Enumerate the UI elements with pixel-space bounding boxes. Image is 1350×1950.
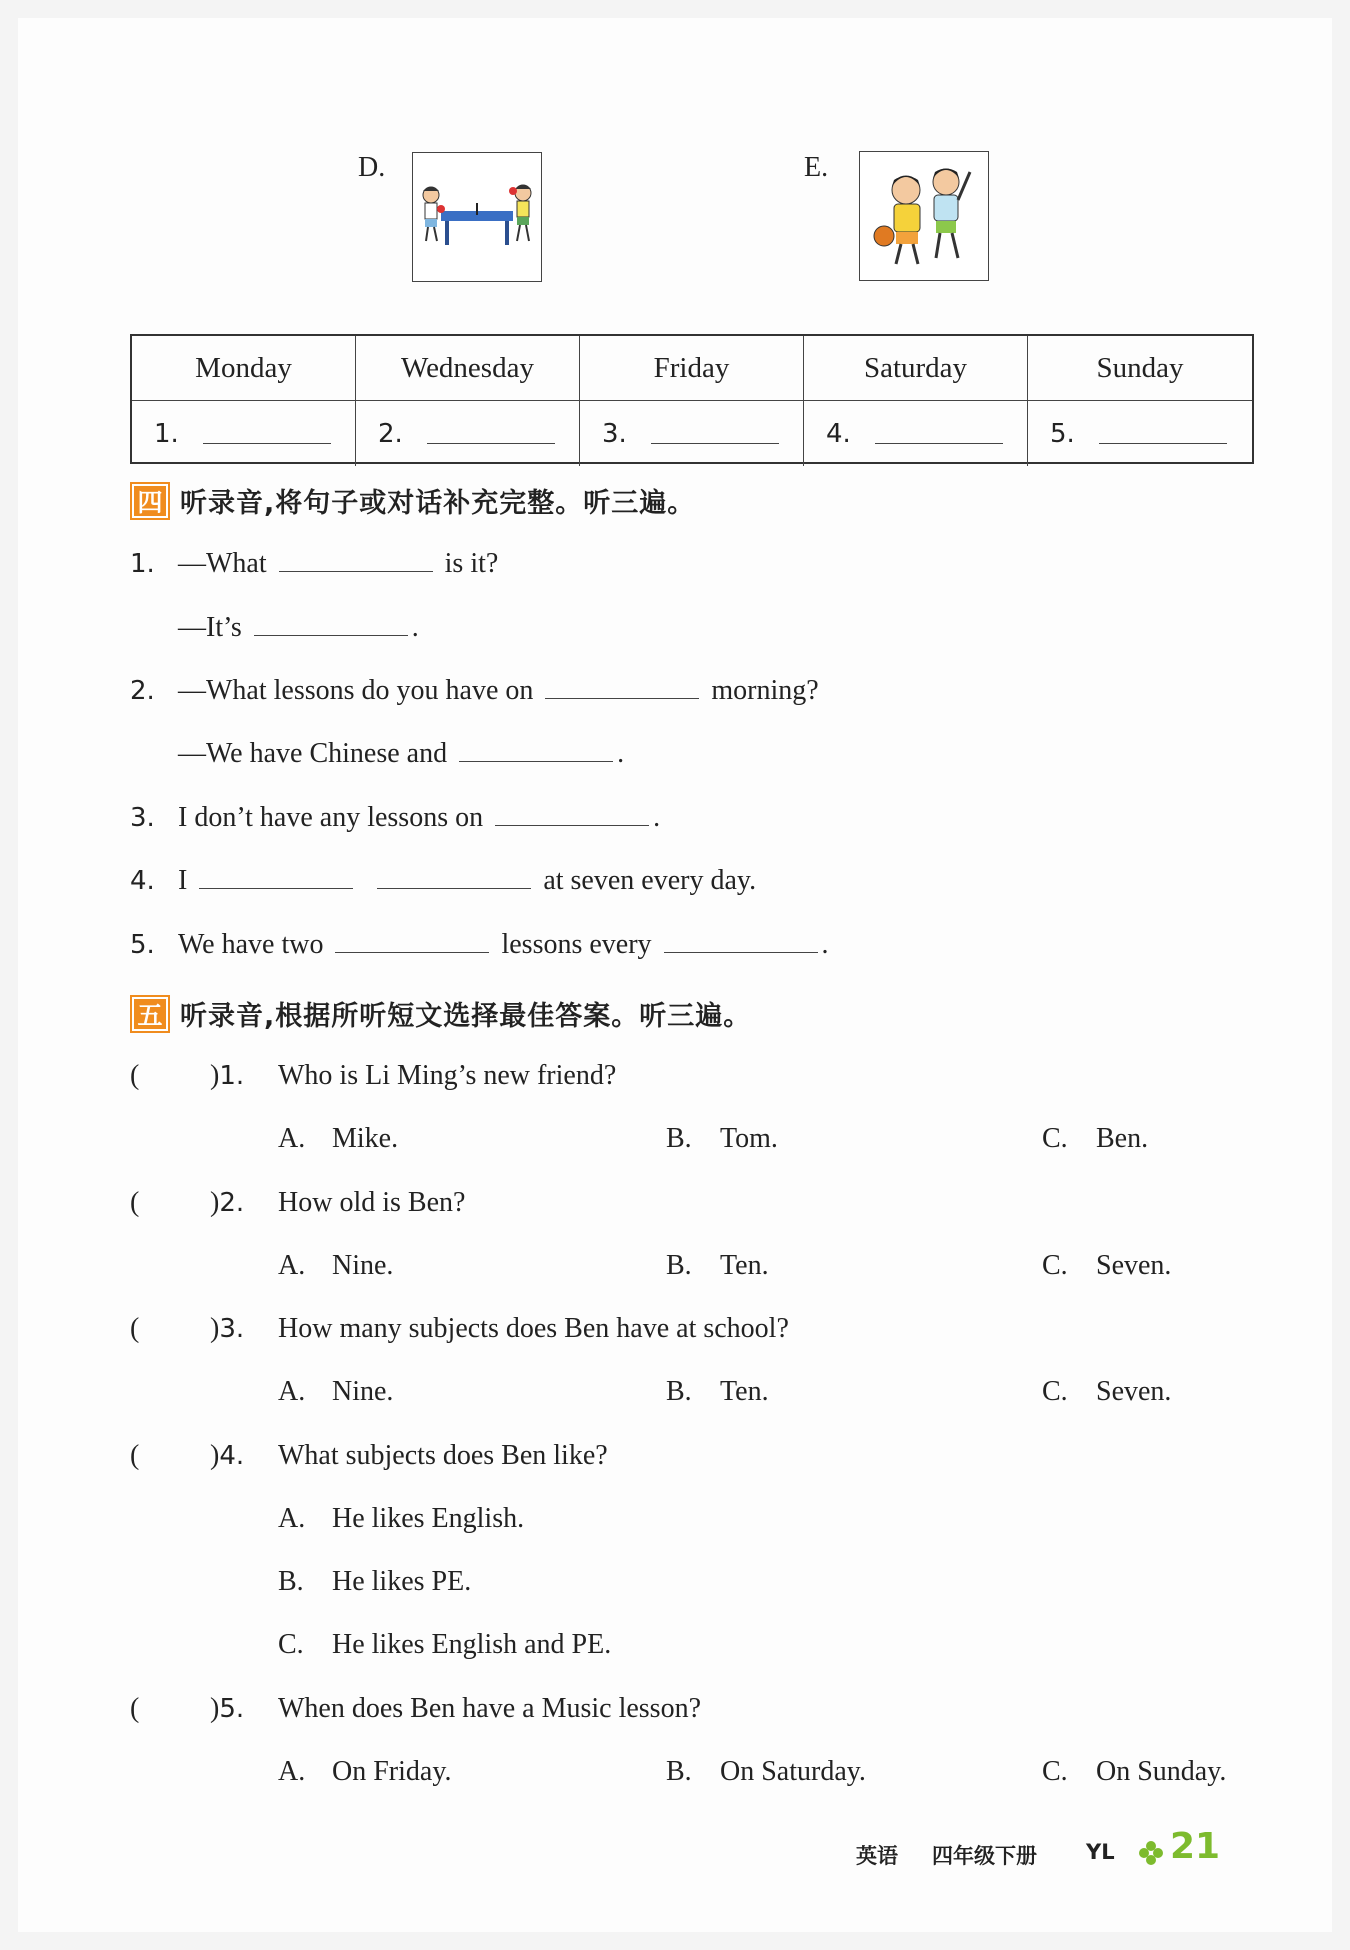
option-text[interactable]: Nine. bbox=[332, 1250, 394, 1281]
option-text[interactable]: On Sunday. bbox=[1096, 1756, 1227, 1787]
option-text[interactable]: He likes English and PE. bbox=[332, 1629, 612, 1660]
answer-blank[interactable] bbox=[279, 549, 433, 572]
question-number: 1. bbox=[219, 1061, 245, 1091]
answer-paren-open: ( bbox=[130, 1313, 140, 1344]
text: —It’s bbox=[178, 612, 242, 643]
table-header-cell: Saturday bbox=[804, 336, 1028, 401]
section-4-title: 听录音,将句子或对话补充完整。听三遍。 bbox=[180, 488, 696, 519]
page-number: 21 bbox=[1170, 1826, 1221, 1867]
answer-paren-open: ( bbox=[130, 1060, 140, 1091]
section-5-header bbox=[130, 994, 751, 1033]
s4-q4 bbox=[130, 865, 756, 897]
option-text[interactable]: Nine. bbox=[332, 1376, 394, 1407]
answer-blank[interactable] bbox=[495, 803, 649, 826]
s4-q2-line2 bbox=[178, 738, 624, 770]
table-answer-cell bbox=[804, 401, 1028, 466]
text: —What lessons do you have on bbox=[178, 675, 534, 706]
section-5-badge: 五 bbox=[130, 995, 170, 1033]
text: morning? bbox=[711, 675, 819, 706]
question-text: How old is Ben? bbox=[278, 1187, 466, 1218]
option-letter: C. bbox=[1042, 1123, 1068, 1154]
table-header-cell: Sunday bbox=[1028, 336, 1252, 401]
option-letter: B. bbox=[666, 1250, 692, 1281]
answer-number: 3. bbox=[602, 418, 627, 449]
option-text[interactable]: On Friday. bbox=[332, 1756, 452, 1787]
text: is it? bbox=[444, 548, 499, 579]
paren-close: ) bbox=[210, 1440, 220, 1471]
option-text[interactable]: Seven. bbox=[1096, 1376, 1172, 1407]
table-header-cell: Monday bbox=[132, 336, 356, 401]
answer-blank[interactable] bbox=[459, 739, 613, 762]
paren-close: ) bbox=[210, 1187, 220, 1218]
question-number: 2. bbox=[219, 1188, 245, 1218]
question-number: 2. bbox=[130, 676, 155, 706]
answer-paren-close bbox=[210, 1313, 244, 1345]
paren-close: ) bbox=[210, 1693, 220, 1724]
text: . bbox=[617, 738, 625, 769]
picture-e-label: E. bbox=[804, 152, 829, 183]
text: We have two bbox=[178, 929, 324, 960]
option-letter: C. bbox=[1042, 1376, 1068, 1407]
picture-d-table-tennis bbox=[412, 152, 542, 282]
table-answer-cell bbox=[1028, 401, 1252, 466]
option-letter: A. bbox=[278, 1503, 306, 1534]
answer-blank[interactable] bbox=[335, 930, 489, 953]
s4-q1-line2 bbox=[178, 612, 419, 644]
answer-blank[interactable] bbox=[377, 866, 531, 889]
paren-close: ) bbox=[210, 1313, 220, 1344]
answer-paren-close bbox=[210, 1440, 244, 1472]
picture-e-basketball bbox=[859, 151, 989, 281]
option-text[interactable]: On Saturday. bbox=[720, 1756, 866, 1787]
option-text[interactable]: He likes English. bbox=[332, 1503, 525, 1534]
text: at seven every day. bbox=[543, 865, 757, 896]
option-letter: A. bbox=[278, 1756, 306, 1787]
question-number: 5. bbox=[219, 1694, 245, 1724]
option-text[interactable]: Tom. bbox=[720, 1123, 778, 1154]
text: . bbox=[821, 929, 829, 960]
footer-grade: 四年级下册 bbox=[932, 1844, 1037, 1868]
answer-number: 1. bbox=[154, 418, 179, 449]
option-letter: B. bbox=[278, 1566, 304, 1597]
answer-blank[interactable] bbox=[254, 613, 408, 636]
answer-blank[interactable] bbox=[203, 423, 331, 444]
question-number: 4. bbox=[219, 1441, 245, 1471]
option-letter: A. bbox=[278, 1250, 306, 1281]
question-text: What subjects does Ben like? bbox=[278, 1440, 608, 1471]
question-text: How many subjects does Ben have at school? bbox=[278, 1313, 789, 1344]
text: I bbox=[178, 865, 188, 896]
s4-q2-line1 bbox=[130, 675, 819, 707]
picture-d-label: D. bbox=[358, 152, 386, 183]
clover-icon bbox=[1138, 1840, 1164, 1870]
text: . bbox=[411, 612, 419, 643]
option-text[interactable]: Seven. bbox=[1096, 1250, 1172, 1281]
option-text[interactable]: He likes PE. bbox=[332, 1566, 472, 1597]
section-5-title: 听录音,根据所听短文选择最佳答案。听三遍。 bbox=[180, 1001, 752, 1032]
question-number: 3. bbox=[130, 803, 155, 833]
answer-paren-close bbox=[210, 1693, 244, 1725]
answer-blank[interactable] bbox=[664, 930, 818, 953]
paren-close: ) bbox=[210, 1060, 220, 1091]
answer-blank[interactable] bbox=[875, 423, 1003, 444]
question-number: 3. bbox=[219, 1314, 245, 1344]
answer-blank[interactable] bbox=[651, 423, 779, 444]
table-answer-cell bbox=[356, 401, 580, 466]
option-text[interactable]: Ben. bbox=[1096, 1123, 1149, 1154]
answer-blank[interactable] bbox=[199, 866, 353, 889]
s4-q1-line1 bbox=[130, 548, 498, 580]
table-header-cell: Wednesday bbox=[356, 336, 580, 401]
table-header-cell: Friday bbox=[580, 336, 804, 401]
answer-paren-open: ( bbox=[130, 1187, 140, 1218]
option-letter: A. bbox=[278, 1123, 306, 1154]
footer-subject: 英语 bbox=[856, 1844, 898, 1868]
table-answer-cell bbox=[580, 401, 804, 466]
answer-blank[interactable] bbox=[427, 423, 555, 444]
answer-paren-close bbox=[210, 1187, 244, 1219]
option-text[interactable]: Ten. bbox=[720, 1376, 769, 1407]
question-text: When does Ben have a Music lesson? bbox=[278, 1693, 701, 1724]
text: . bbox=[653, 802, 661, 833]
answer-paren-open: ( bbox=[130, 1693, 140, 1724]
text: —We have Chinese and bbox=[178, 738, 448, 769]
s4-q5 bbox=[130, 929, 829, 961]
question-number: 1. bbox=[130, 549, 155, 579]
question-number: 5. bbox=[130, 930, 155, 960]
s4-q3 bbox=[130, 802, 660, 834]
answer-paren-close bbox=[210, 1060, 244, 1092]
section-4-header bbox=[130, 481, 695, 520]
option-letter: C. bbox=[1042, 1250, 1068, 1281]
option-text[interactable]: Mike. bbox=[332, 1123, 399, 1154]
text: I don’t have any lessons on bbox=[178, 802, 484, 833]
option-text[interactable]: Ten. bbox=[720, 1250, 769, 1281]
option-letter: B. bbox=[666, 1376, 692, 1407]
answer-blank[interactable] bbox=[545, 676, 699, 699]
option-letter: B. bbox=[666, 1756, 692, 1787]
option-letter: C. bbox=[278, 1629, 304, 1660]
weekday-table bbox=[130, 334, 1254, 464]
table-answer-cell bbox=[132, 401, 356, 466]
footer-edition: YL bbox=[1086, 1840, 1115, 1864]
section-4-badge: 四 bbox=[130, 482, 170, 520]
answer-blank[interactable] bbox=[1099, 423, 1227, 444]
worksheet-page bbox=[18, 18, 1332, 1932]
answer-number: 4. bbox=[826, 418, 851, 449]
option-letter: C. bbox=[1042, 1756, 1068, 1787]
question-text: Who is Li Ming’s new friend? bbox=[278, 1060, 617, 1091]
option-letter: B. bbox=[666, 1123, 692, 1154]
text: lessons every bbox=[501, 929, 652, 960]
question-number: 4. bbox=[130, 866, 155, 896]
answer-number: 5. bbox=[1050, 418, 1075, 449]
answer-paren-open: ( bbox=[130, 1440, 140, 1471]
answer-number: 2. bbox=[378, 418, 403, 449]
option-letter: A. bbox=[278, 1376, 306, 1407]
text: —What bbox=[178, 548, 267, 579]
